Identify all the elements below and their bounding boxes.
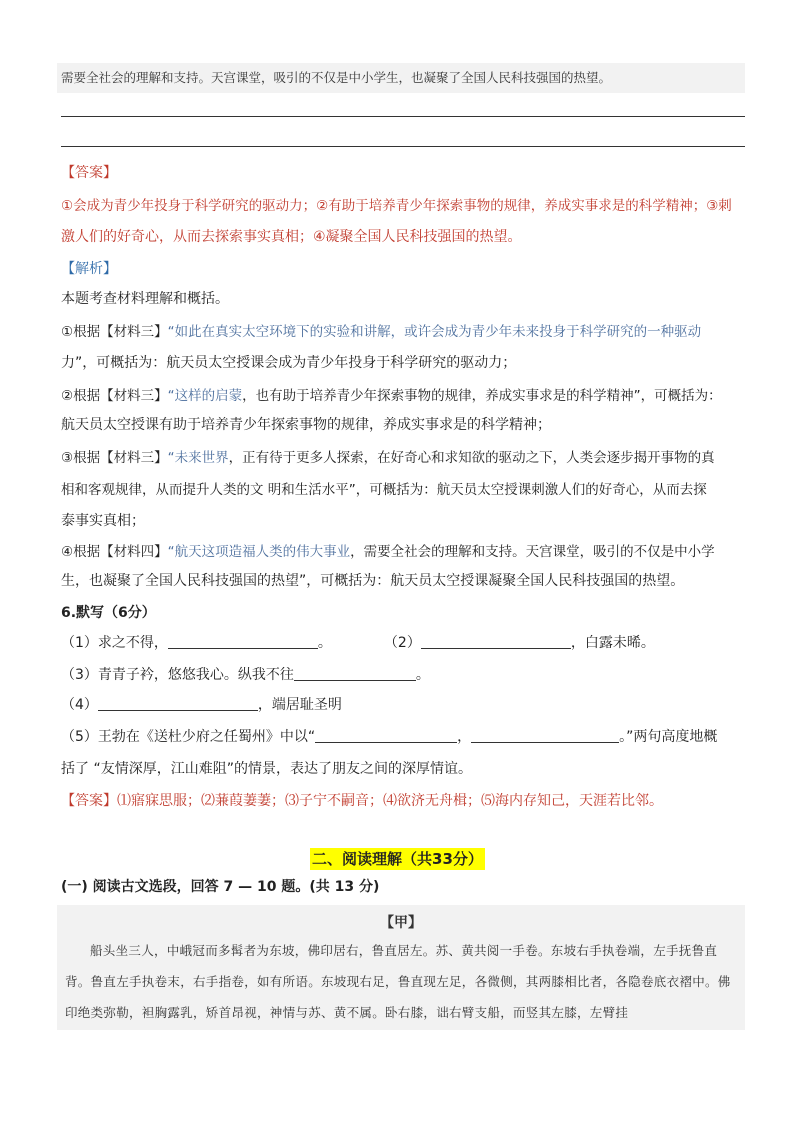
analysis-lead: ②根据【材料三】	[61, 388, 168, 404]
answer-line	[61, 116, 745, 117]
analysis-rest: ，也有助于培养青少年探索事物的规律，养成实事求是的科学精神”，可概括为：	[242, 388, 722, 404]
dictation-row	[61, 726, 751, 746]
analysis-rest: ，需要全社会的理解和支持。天宫课堂，吸引的不仅是中小学	[350, 544, 715, 560]
dictation-row	[61, 664, 751, 684]
subsection-title: (一) 阅读古文选段，回答 7 — 10 题。(共 13 分)	[61, 879, 380, 895]
answer-line	[61, 146, 745, 147]
question-title: 6.默写（6分）	[61, 605, 156, 621]
dictation-text: ，白露未晞。	[570, 635, 655, 651]
dictation-text: 。”两句高度地概	[619, 729, 718, 745]
passage-box	[57, 905, 745, 1030]
analysis-rest: ，正有待于更多人探索，在好奇心和求知欲的驱动之下，人类会逐步揭开事物的真	[228, 450, 715, 466]
analysis-intro: 本题考查材料理解和概括。	[61, 291, 229, 307]
analysis-item	[61, 384, 751, 404]
answer-text: ⑴寤寐思服；⑵蒹葭萋萋；⑶子宁不嗣音；⑷欲济无舟楫；⑸海内存知己，天涯若比邻。	[117, 793, 663, 809]
answer-tag: 【答案】	[61, 165, 117, 181]
fill-blank[interactable]	[294, 666, 416, 681]
answer-row	[61, 790, 751, 810]
dictation-text: 。	[415, 667, 430, 683]
dictation-text: （1）求之不得，	[61, 635, 168, 651]
fill-blank[interactable]	[421, 634, 571, 649]
fill-blank[interactable]	[98, 696, 258, 711]
dictation-row	[61, 632, 751, 652]
dictation-row: 括了 “友情深厚，江山难阻”的情景，表达了朋友之间的深厚情谊。	[61, 761, 472, 777]
analysis-quote: “这样的启蒙	[167, 388, 243, 404]
fill-blank[interactable]	[315, 728, 457, 743]
analysis-quote: “未来世界	[167, 450, 229, 466]
answer-text-line: 激人们的好奇心，从而去探索事实真相；④凝聚全国人民科技强国的热望。	[61, 229, 522, 245]
material-quote-text: 需要全社会的理解和支持。天宫课堂，吸引的不仅是中小学生，也凝聚了全国人民科技强国的热望。	[61, 70, 612, 85]
fill-blank[interactable]	[471, 728, 619, 743]
analysis-quote: “如此在真实太空环境下的实验和讲解，或许会成为青少年未来投身于科学研究的一种驱动	[167, 324, 702, 340]
analysis-lead: ③根据【材料三】	[61, 450, 168, 466]
answer-text-line: ①会成为青少年投身于科学研究的驱动力；②有助于培养青少年探索事物的规律，养成实事求是的科学精神；③刺	[61, 198, 732, 214]
fill-blank[interactable]	[168, 634, 318, 649]
dictation-row	[61, 694, 751, 714]
analysis-item	[61, 446, 751, 466]
dictation-text: 。	[317, 635, 332, 651]
analysis-quote: “航天这项造福人类的伟大事业	[167, 544, 351, 560]
passage-text: 船头坐三人，中峨冠而多髯者为东坡，佛印居右，鲁直居左。苏、黄共阅一手卷。东坡右手执卷端，左手抚鲁直背。鲁直左手执卷末，右手指卷，如有所语。东坡现右足，鲁直现左足，各微侧，其两膝相比者，各隐卷底衣褶中。佛印绝类弥勒，袒胸露乳，矫首昂视，神情与苏、黄不属。卧右膝，诎右臂支船，而竖其左膝，左臂挂	[65, 943, 731, 1020]
analysis-cont: 泰事实真相；	[61, 513, 145, 529]
dictation-text: ，端居耻圣明	[257, 697, 342, 713]
analysis-tag: 【解析】	[61, 261, 117, 277]
analysis-cont: 航天员太空授课有助于培养青少年探索事物的规律，养成实事求是的科学精神；	[61, 417, 551, 433]
dictation-text: （2）	[383, 635, 421, 651]
analysis-item	[61, 540, 751, 560]
section-title: 二、阅读理解（共33分）	[312, 850, 483, 868]
analysis-lead: ④根据【材料四】	[61, 544, 168, 560]
passage-heading: 【甲】	[380, 915, 422, 931]
analysis-cont: 力”，可概括为：航天员太空授课会成为青少年投身于科学研究的驱动力；	[61, 355, 517, 371]
dictation-text: （4）	[61, 697, 98, 713]
analysis-cont: 相和客观规律，从而提升人类的文 明和生活水平”，可概括为：航天员太空授课刺激人们的好奇心，从而去探	[61, 482, 707, 498]
dictation-text: ，	[457, 729, 472, 745]
answer-tag: 【答案】	[61, 793, 117, 809]
analysis-lead: ①根据【材料三】	[61, 324, 168, 340]
analysis-item	[61, 320, 751, 340]
material-quote-box	[57, 63, 745, 93]
dictation-text: （3）青青子衿，悠悠我心。纵我不往	[61, 667, 294, 683]
analysis-cont: 生，也凝聚了全国人民科技强国的热望”，可概括为：航天员太空授课凝聚全国人民科技强国的热望。	[61, 573, 685, 589]
dictation-text: （5）王勃在《送杜少府之任蜀州》中以“	[61, 729, 316, 745]
